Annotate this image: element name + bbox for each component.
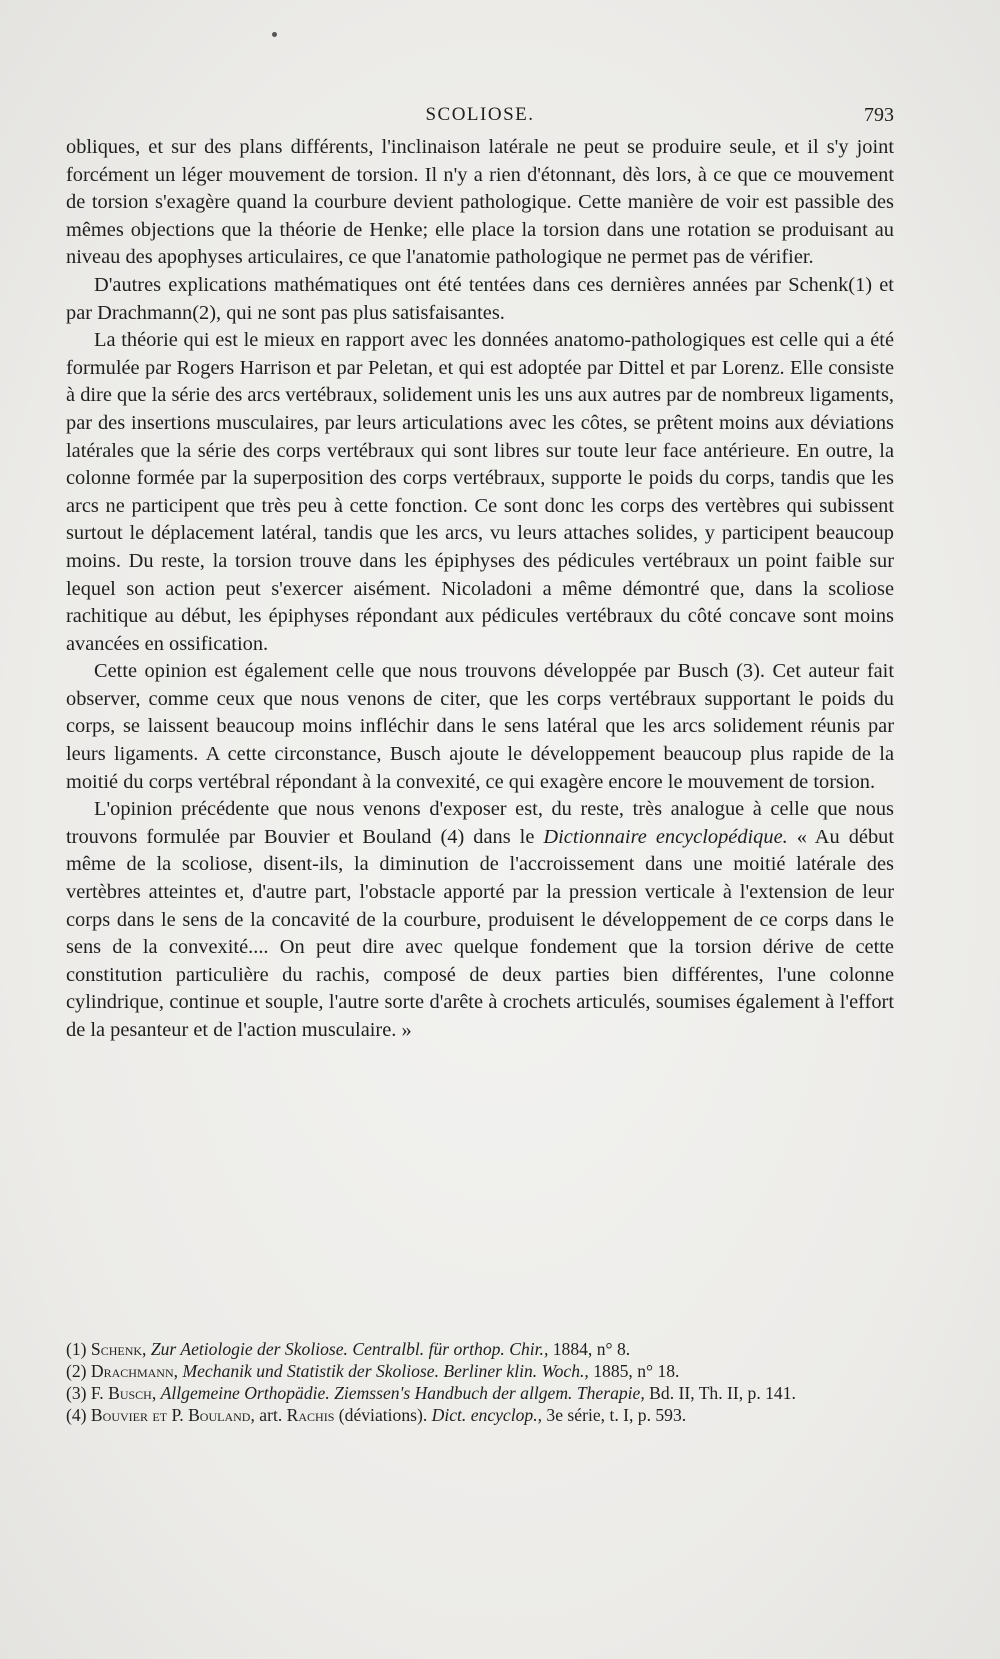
paragraph-text: . Cet auteur fait observer, comme ceux que nous venons de citer, que les corps vertébraux supportant le poids du corps, se laissent beaucoup moins infléchir dans le sens latéral que les arcs solidement réunis par leurs ligaments. A cette circonstance, Busch ajoute le développement beaucoup plus rapide de la moitié du corps vertébral répondant à la convexité, ce qui exagère encore le mouvement de torsion. xyxy=(66,660,895,793)
footnote-author: Schenk, xyxy=(90,1339,147,1359)
paragraph xyxy=(66,796,894,1044)
paragraph-text: et par Drachmann xyxy=(66,273,894,324)
page-header xyxy=(66,104,894,132)
footnote-ref: (2) xyxy=(192,301,217,324)
footnote-ref: (4) xyxy=(440,825,465,848)
footnote xyxy=(66,1404,894,1426)
paragraph-text: D'autres explications mathématiques ont été tentées dans ces dernières années par Schenk xyxy=(94,273,849,296)
footnote-mark: (2) xyxy=(66,1361,87,1381)
footnote-title: Mechanik und Statistik der Skoliose. Berliner klin. Woch., xyxy=(182,1361,589,1381)
footnote-mark: (4) xyxy=(66,1405,87,1425)
body-text xyxy=(66,134,894,1045)
footnote-title: Dict. encyclop., xyxy=(431,1405,543,1425)
footnote-rest: Bd. II, Th. II, p. 141. xyxy=(644,1383,796,1403)
paragraph-text: dans le xyxy=(464,825,544,848)
footnotes xyxy=(66,1338,894,1426)
footnote xyxy=(66,1360,894,1382)
italic-title: Dictionnaire encyclopédique. xyxy=(543,825,788,848)
footnote-rest: 1884, n° 8. xyxy=(548,1339,631,1359)
footnote-rest: 1885, n° 18. xyxy=(588,1361,680,1381)
footnote xyxy=(66,1338,894,1360)
footnote-ref: (1) xyxy=(848,273,873,296)
paragraph-text: Cette opinion est également celle que nous trouvons développée par Busch xyxy=(94,660,737,683)
paragraph-text: « Au début même de la scoliose, disent-ils, la diminution de l'accroissement dans une moitié latérale des vertèbres atteintes et, d'autre part, l'obstacle apporté par la pression verticale à l'extension de leur corps dans le sens de la concavité de la courbure, produisent le développement de ce corps dans le sens de la convexité.... On peut dire avec quelque fondement que la torsion dérive de cette constitution particulière du rachis, composé de deux parties bien différentes, l'une colonne cylindrique, continue et souple, l'autre sorte d'arête à crochets articulés, soumises également à l'effort de la pesanteur et de l'action musculaire. » xyxy=(66,825,895,1041)
footnote xyxy=(66,1382,894,1404)
footnote-article: Rachis xyxy=(286,1405,335,1425)
page-number: 793 xyxy=(864,104,894,126)
footnote-rest: (déviations). xyxy=(334,1405,432,1425)
footnote-ref: (3) xyxy=(736,660,760,683)
paragraph xyxy=(66,658,894,796)
footnote-author: F. Busch, xyxy=(90,1383,157,1403)
paragraph-text: , qui ne sont pas plus satisfaisantes. xyxy=(216,301,505,324)
footnote-author: Bouvier et P. Bouland, xyxy=(90,1405,255,1425)
ink-speck xyxy=(272,32,277,37)
paragraph: La théorie qui est le mieux en rapport avec les données anatomo-pathologiques est celle qui a été formulée par Rogers Harrison et par Peletan, et qui est adoptée par Dittel et par Lorenz. Elle consiste à dire que la série des arcs vertébraux, solidement unis les uns aux autres par de nombreux ligaments, par des insertions musculaires, par leurs articulations avec les côtes, se prêtent moins aux déviations latérales que la série des corps vertébraux qui sont libres sur toute leur face antérieure. En outre, la colonne formée par la superposition des corps vertébraux, supporte le poids du corps, tandis que les arcs ne participent que très peu à cette fonction. Ce sont donc les corps des vertèbres qui subissent surtout le déplacement latéral, tandis que les arcs, vu leurs attaches solides, y participent beaucoup moins. Du reste, la torsion trouve dans les épiphyses des pédicules vertébraux un point faible sur lequel son action peut s'exercer aisément. Nicoladoni a même démontré que, dans la scoliose rachitique au début, les épiphyses répondant aux pédicules vertébraux du côté concave sont moins avancées en ossification. xyxy=(66,329,894,655)
footnote-rest: art. xyxy=(254,1405,287,1425)
paragraph: obliques, et sur des plans différents, l'inclinaison latérale ne peut se produire seule, et il s'y joint forcément un léger mouvement de torsion. Il n'y a rien d'étonnant, dès lors, à ce que ce mouvement de torsion s'exagère quand la courbure devient pathologique. Cette manière de voir est passible des mêmes objections que la théorie de Henke; elle place la torsion dans une rotation se produisant au niveau des apophyses articulaires, ce que l'anatomie pathologique ne permet pas de vérifier. xyxy=(66,136,894,269)
footnote-mark: (3) xyxy=(66,1383,87,1403)
footnote-mark: (1) xyxy=(66,1339,87,1359)
footnote-title: Zur Aetiologie der Skoliose. Centralbl. für orthop. Chir., xyxy=(150,1339,549,1359)
paragraph-text: L'opinion précédente que nous venons d'exposer est, du reste, très analogue à celle que nous trouvons formulée par Bouvier et Bouland xyxy=(66,798,894,848)
running-title: SCOLIOSE. xyxy=(425,104,535,125)
footnote-rest: 3e série, t. I, p. 593. xyxy=(542,1405,687,1425)
footnote-author: Drachmann, xyxy=(90,1361,179,1381)
footnote-title: Allgemeine Orthopädie. Ziemssen's Handbuch der allgem. Therapie, xyxy=(160,1383,645,1403)
paragraph xyxy=(66,272,894,327)
